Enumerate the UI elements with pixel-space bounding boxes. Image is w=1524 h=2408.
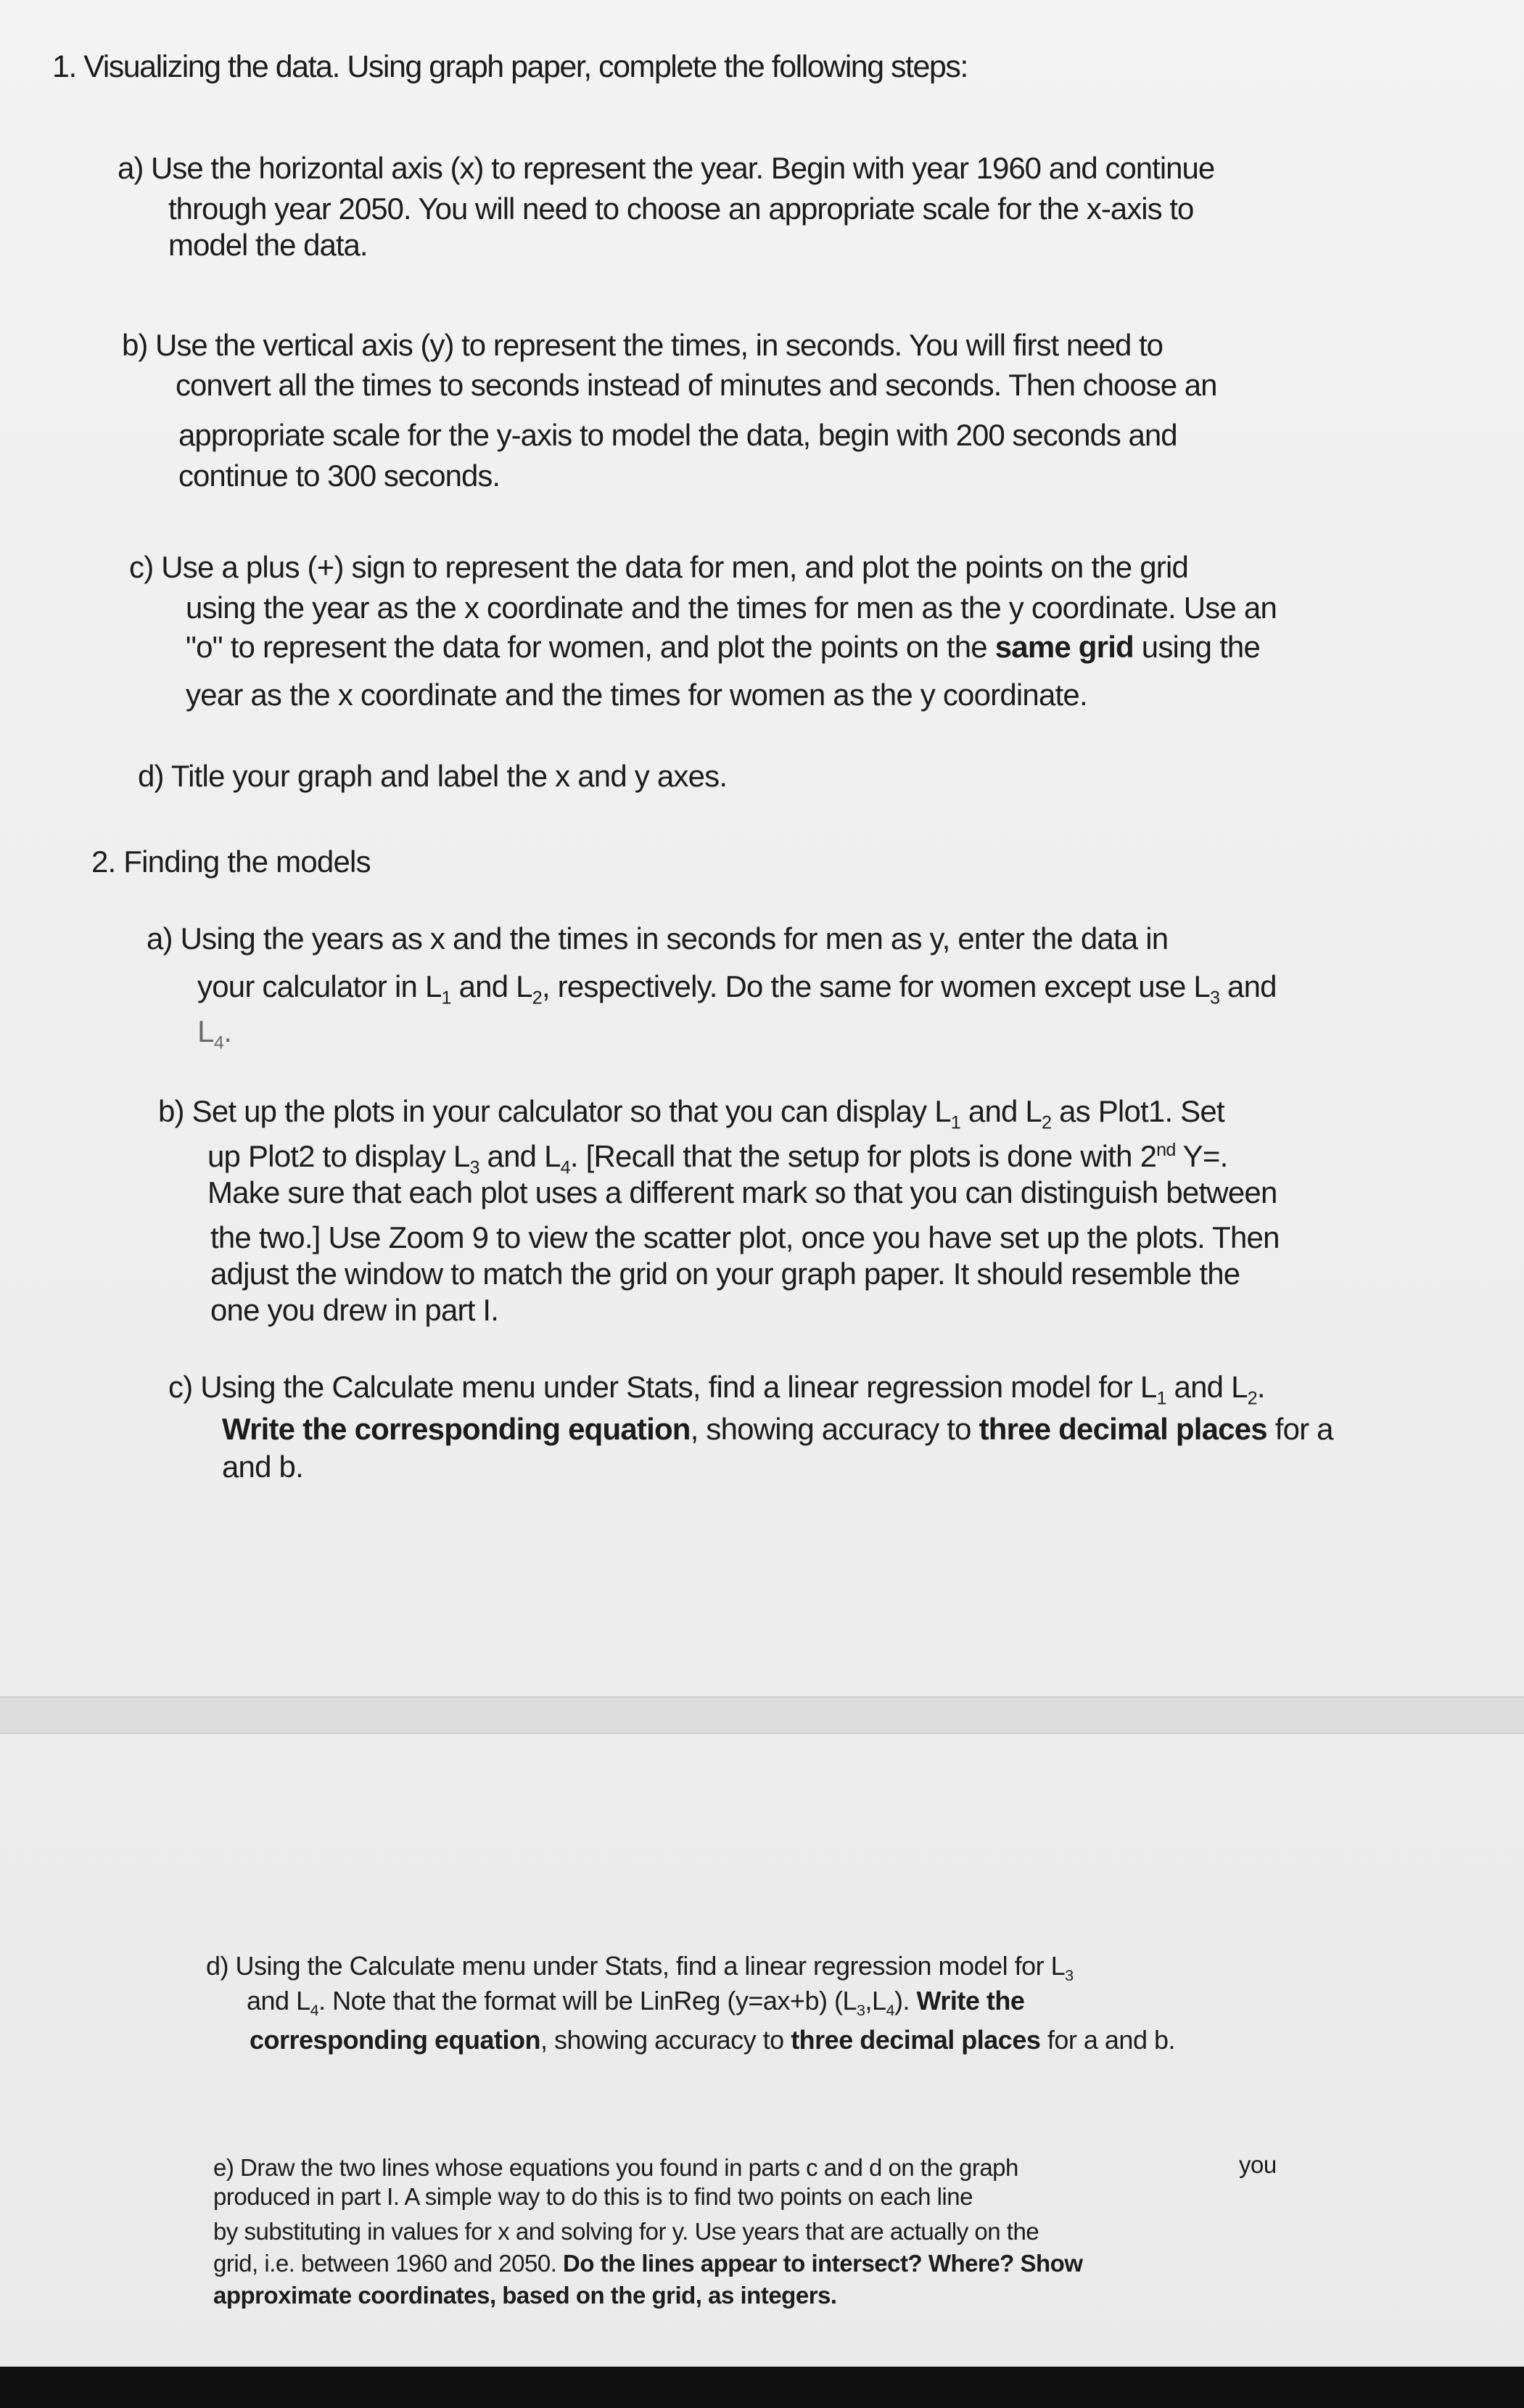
q2c-text: c) Using the Calculate menu under Stats, find a linear regression model for L xyxy=(168,1370,1157,1404)
q2b-line: adjust the window to match the grid on your graph paper. It should resemble the xyxy=(210,1257,1240,1291)
q2c-line: and b. xyxy=(222,1450,303,1484)
q2b-sub: 2 xyxy=(1042,1112,1052,1133)
q2a-sub: 2 xyxy=(532,987,542,1008)
q2a-sub: 3 xyxy=(1209,987,1220,1008)
q1c-text: using the xyxy=(1133,630,1261,664)
q2e-bold: approximate coordinates, based on the grid, as integers. xyxy=(213,2282,837,2309)
q2a-text: and xyxy=(1219,969,1277,1003)
q2a-line xyxy=(197,968,1277,1006)
q2b-text: and L xyxy=(479,1139,561,1173)
q2a-sub: 1 xyxy=(441,987,451,1008)
q2d-text: and L xyxy=(247,1986,310,2015)
q2c-line xyxy=(168,1368,1265,1409)
q2d-text: d) Using the Calculate menu under Stats, find a linear regression model for L xyxy=(206,1951,1066,1981)
q1b-line: convert all the times to seconds instead of minutes and seconds. Then choose an xyxy=(176,368,1217,402)
q2e-line: produced in part I. A simple way to do this is to find two points on each line xyxy=(213,2183,973,2210)
q2a-text: and L xyxy=(450,969,532,1003)
q2-heading: 2. Finding the models xyxy=(91,845,371,879)
q2b-sup: nd xyxy=(1156,1140,1176,1160)
q2a-line: a) Using the years as x and the times in seconds for men as y, enter the data in xyxy=(147,921,1169,956)
q1a-line: through year 2050. You will need to choose an appropriate scale for the x-axis to xyxy=(168,192,1194,226)
q2c-text: and L xyxy=(1166,1370,1248,1404)
q2d-sub: 4 xyxy=(310,2001,319,2020)
q1c-line: c) Use a plus (+) sign to represent the data for men, and plot the points on the grid xyxy=(129,550,1189,584)
q2b-line: Make sure that each plot uses a different mark so that you can distinguish between xyxy=(207,1175,1277,1209)
q2b-line: the two.] Use Zoom 9 to view the scatter plot, once you have set up the plots. Then xyxy=(210,1220,1280,1254)
q2a-text: . xyxy=(223,1014,232,1048)
q2b-text: up Plot2 to display L xyxy=(207,1139,470,1173)
q1-heading: 1. Visualizing the data. Using graph paper, complete the following steps: xyxy=(52,49,968,84)
q2d-text: . Note that the format will be LinReg (y=ax+b) (L xyxy=(318,1986,857,2015)
q2c-text: . xyxy=(1256,1370,1265,1404)
q2d-sub: 3 xyxy=(856,2001,865,2020)
q2b-line xyxy=(158,1093,1224,1133)
q2d-bold: Write the xyxy=(916,1986,1025,2015)
q2c-bold: Write the corresponding equation xyxy=(222,1412,691,1446)
q2a-sub: 4 xyxy=(213,1032,224,1053)
q2b-sub: 4 xyxy=(560,1157,570,1178)
q1b-line: b) Use the vertical axis (y) to represent the times, in seconds. You will first need to xyxy=(122,328,1163,362)
q2d-text: ,L xyxy=(865,1986,886,2015)
q2c-line xyxy=(222,1410,1333,1448)
q2c-text: for a xyxy=(1266,1412,1333,1446)
q2d-text: ). xyxy=(894,1986,917,2015)
q2c-sub: 2 xyxy=(1247,1388,1257,1409)
q1a-line: model the data. xyxy=(168,228,368,262)
q2b-sub: 3 xyxy=(469,1157,479,1178)
q2c-bold: three decimal places xyxy=(979,1412,1267,1446)
q2b-text: b) Set up the plots in your calculator so that you can display L xyxy=(158,1094,951,1128)
bottom-dark-edge xyxy=(0,2367,1524,2408)
q2b-sub: 1 xyxy=(950,1112,961,1133)
q2a-line xyxy=(197,1013,232,1051)
q2b-text: Y=. xyxy=(1175,1139,1228,1173)
q2b-text: . [Recall that the setup for plots is done with 2 xyxy=(569,1139,1157,1173)
q2b-text: as Plot1. Set xyxy=(1051,1094,1224,1128)
q2e-text: grid, i.e. between 1960 and 2050. xyxy=(213,2250,564,2277)
q2d-text: , showing accuracy to xyxy=(540,2025,791,2055)
q2b-line xyxy=(207,1138,1228,1178)
q1c-line: year as the x coordinate and the times for women as the y coordinate. xyxy=(186,678,1087,712)
q2a-text: L xyxy=(197,1014,214,1048)
q2c-text: , showing accuracy to xyxy=(690,1412,979,1446)
page-break xyxy=(0,1696,1524,1734)
q1b-line: continue to 300 seconds. xyxy=(178,459,501,493)
q2d-line xyxy=(247,1984,1024,2018)
q2e-line: by substituting in values for x and solving for y. Use years that are actually on the xyxy=(213,2218,1039,2245)
q2a-text: , respectively. Do the same for women except use L xyxy=(541,969,1210,1003)
q2d-sub: 4 xyxy=(886,2001,895,2020)
q2b-line: one you drew in part I. xyxy=(210,1293,499,1327)
q2d-line xyxy=(206,1949,1074,1984)
q2e-bold: Do the lines appear to intersect? Where? Show xyxy=(563,2250,1083,2277)
q2b-text: and L xyxy=(960,1094,1042,1128)
q2d-text: for a and b. xyxy=(1040,2025,1176,2055)
q2a-text: your calculator in L xyxy=(197,969,442,1003)
q2d-bold: three decimal places xyxy=(791,2025,1041,2055)
q2d-line xyxy=(250,2023,1175,2058)
q1a-line: a) Use the horizontal axis (x) to represent the year. Begin with year 1960 and continue xyxy=(118,151,1215,185)
q2e-line xyxy=(213,2280,837,2312)
q2e-you: you xyxy=(1239,2151,1277,2178)
q1b-line: appropriate scale for the y-axis to model the data, begin with 200 seconds and xyxy=(178,418,1177,452)
q1c-bold: same grid xyxy=(994,630,1134,664)
q2d-sub: 3 xyxy=(1065,1966,1074,1985)
q2e-line xyxy=(213,2248,1083,2280)
q2c-sub: 1 xyxy=(1156,1388,1166,1409)
q2e-line: e) Draw the two lines whose equations you found in parts c and d on the graph xyxy=(213,2154,1018,2181)
q2d-bold: corresponding equation xyxy=(250,2025,541,2055)
q1c-text: "o" to represent the data for women, and plot the points on the xyxy=(186,630,995,664)
q1d-line: d) Title your graph and label the x and y axes. xyxy=(138,759,728,793)
q1c-line: using the year as the x coordinate and the times for men as the y coordinate. Use an xyxy=(186,591,1277,625)
q1c-line xyxy=(186,628,1260,666)
